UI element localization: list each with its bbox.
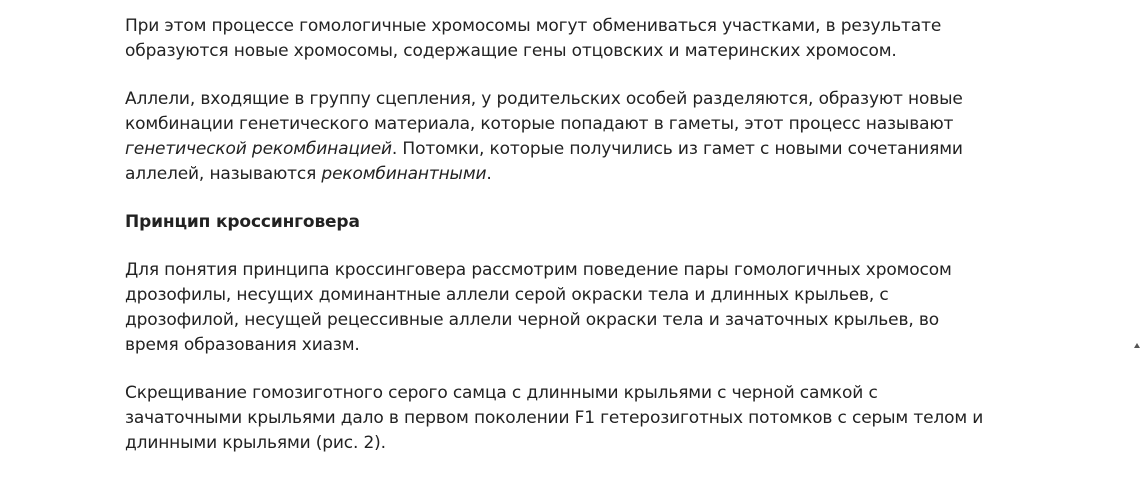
term-genetic-recombination: генетической рекомбинацией [125,139,392,159]
paragraph-genetic-recombination [125,87,985,187]
article-body [125,14,985,479]
section-heading: Принцип кроссинговера [125,212,360,232]
paragraph-recombination-exchange: При этом процессе гомологичные хромосомы могут обмениваться участками, в результате образуются новые хромосомы, содержащие гены отцовских и материнских хромосом. [125,16,942,61]
paragraph-text: . Потомки, которые получились из гамет с новыми сочетаниями аллелей, называются [125,139,963,184]
paragraph-crossing: Скрещивание гомозиготного серого самца с длинными крыльями с черной самкой с зачаточными крыльями дало в первом поколении F1 гетерозиготных потомков с серым телом и длинными крыльями (рис. 2). [125,383,984,453]
paragraph-text: . [486,164,492,184]
paragraph-drosophila: Для понятия принципа кроссинговера рассмотрим поведение пары гомологичных хромосом дрозофилы, несущих доминантные аллели серой окраски тела и длинных крыльев, с дрозофилой, несущей рецессивные аллели черной окраски тела и зачаточных крыльев, во время образования хиазм. [125,260,952,355]
scroll-up-caret-icon[interactable] [1134,343,1140,348]
term-recombinant: рекомбинантными [321,164,487,184]
paragraph-text: Аллели, входящие в группу сцепления, у родительских особей разделяются, образуют новые комбинации генетического материала, которые попадают в гаметы, этот процесс называют [125,89,963,134]
